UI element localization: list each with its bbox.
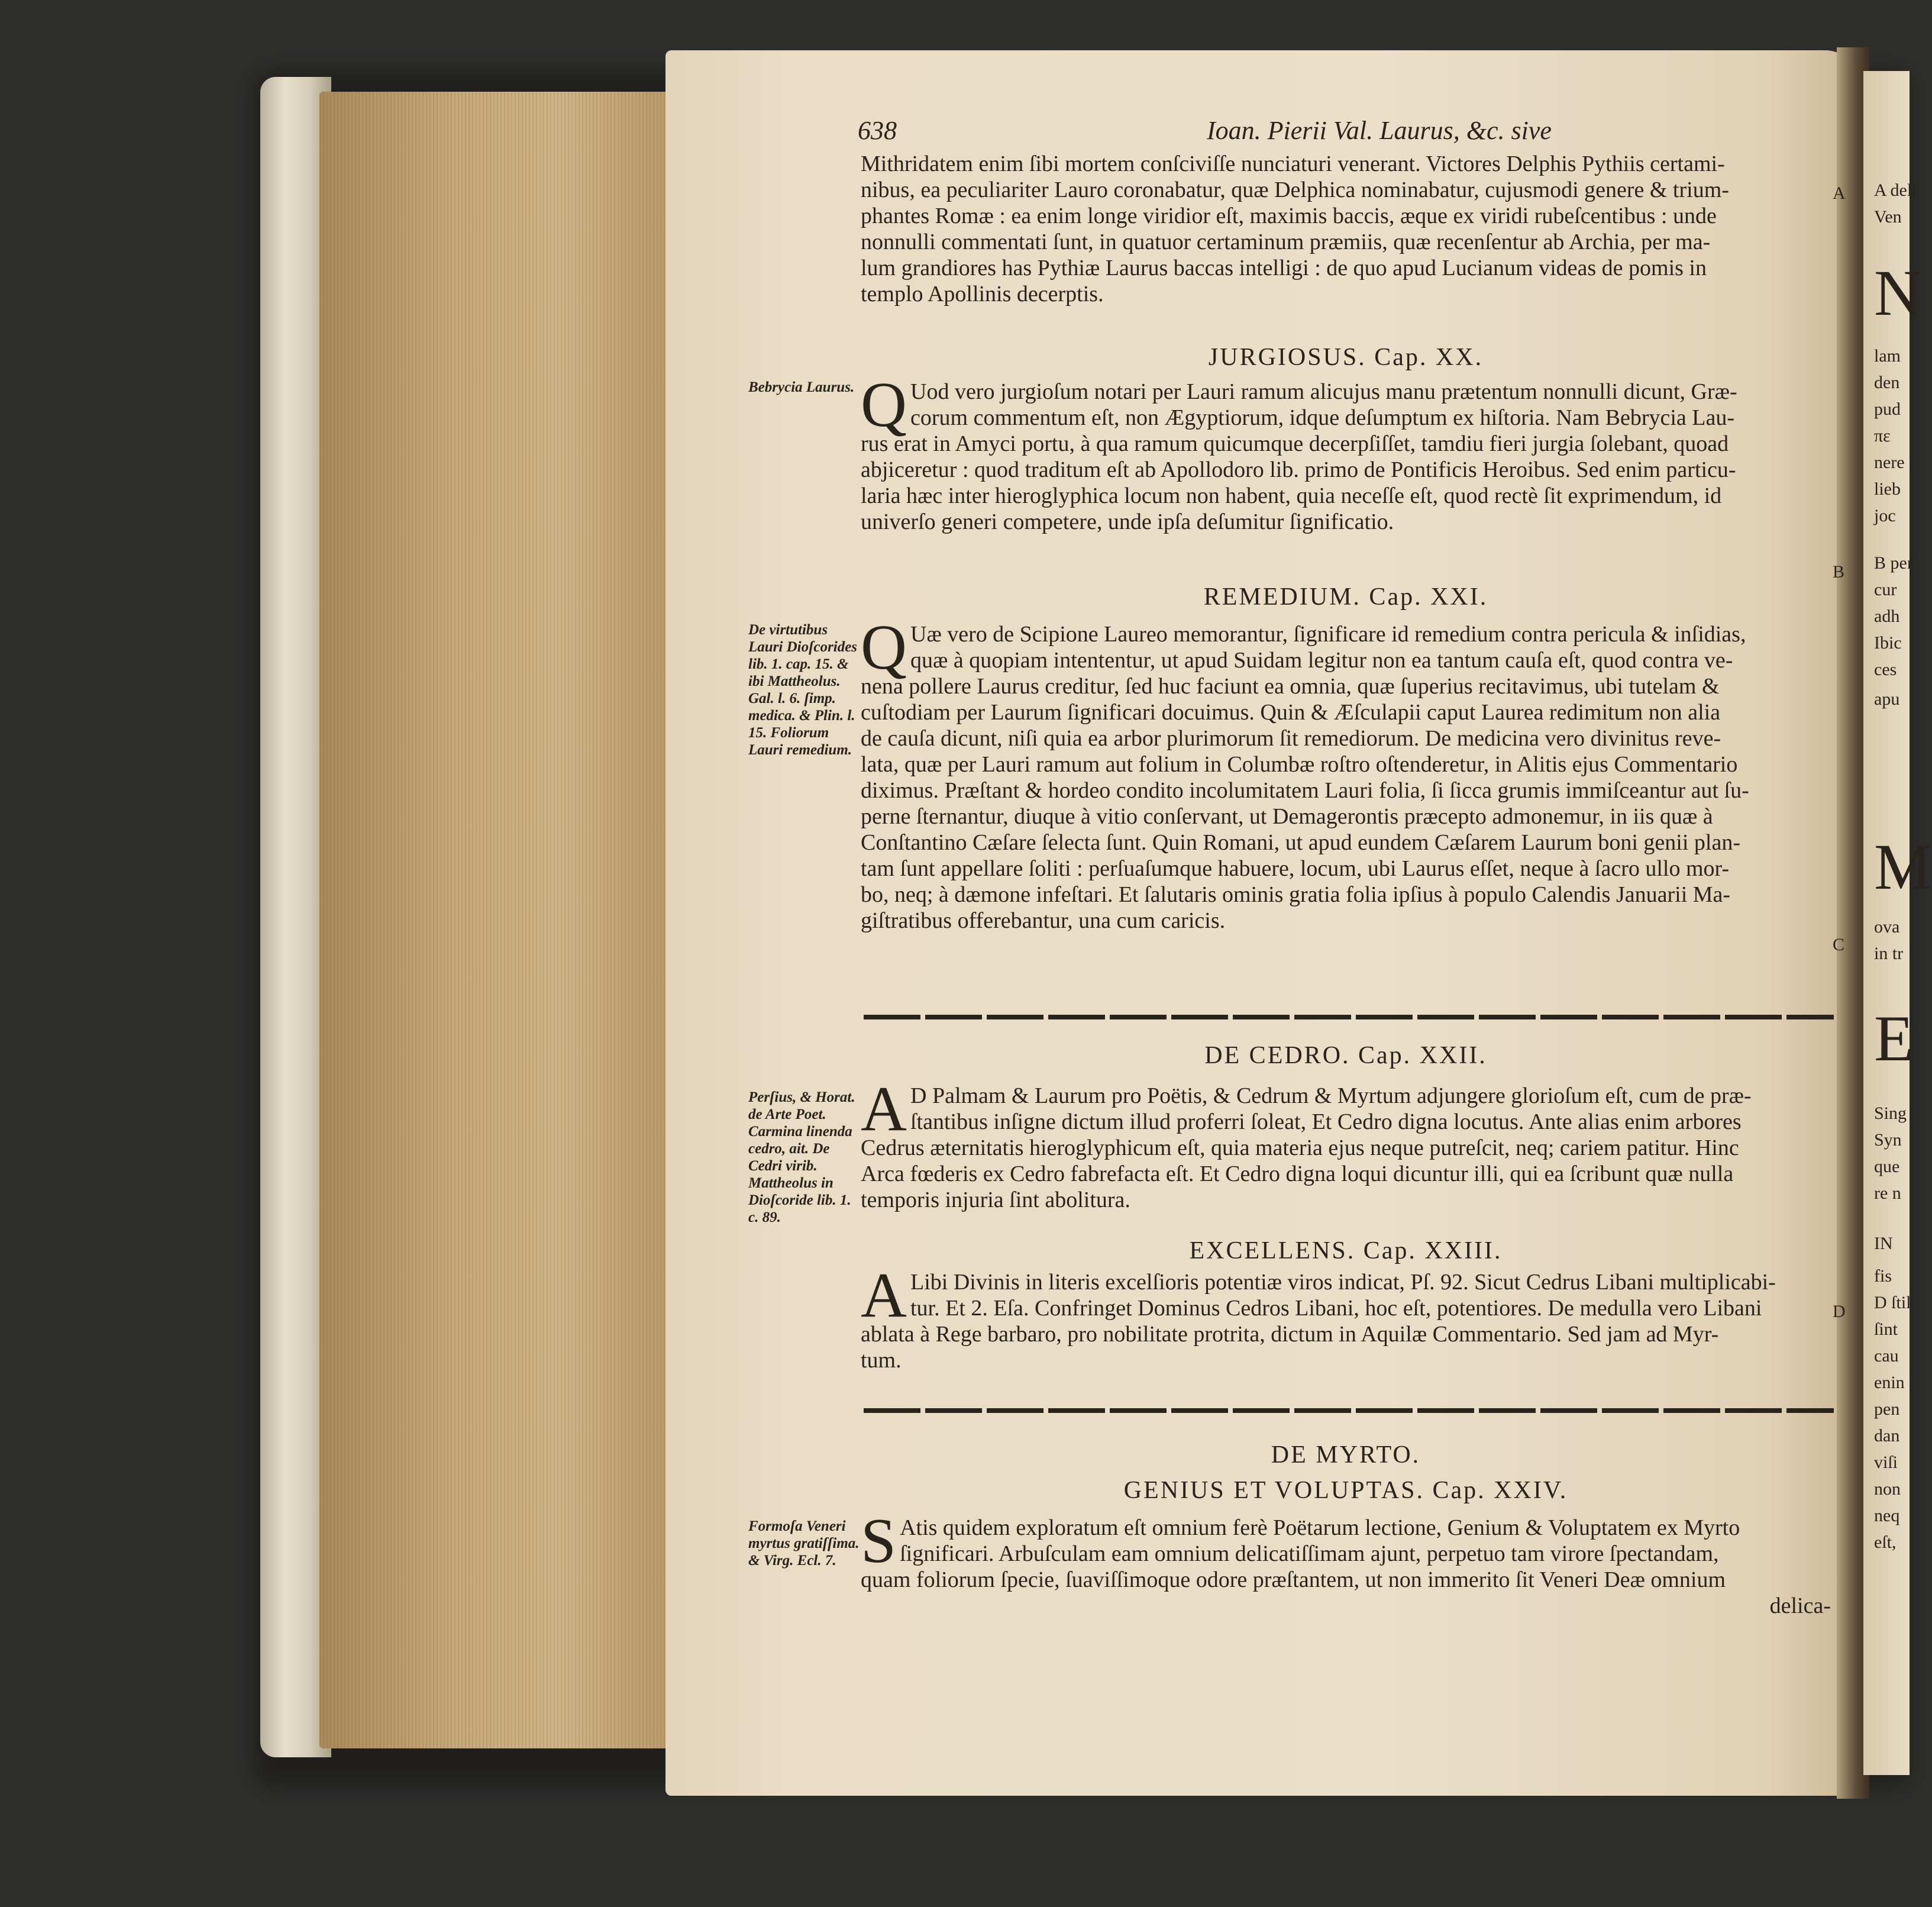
margin-note: Formoſa Veneri myrtus gratiſſima. & Virg. Ecl. 7. xyxy=(748,1518,860,1569)
page-number: 638 xyxy=(858,116,897,145)
right-page-fragment: fis xyxy=(1874,1266,1892,1286)
section-letter: D xyxy=(1833,1302,1846,1321)
right-page-fragment: cau xyxy=(1874,1346,1899,1366)
text-line: nonnulli commentati ſunt, in quatuor certaminum præmiis, quæ recenſentur ab Archia, per ma- xyxy=(861,230,1711,254)
right-page-fragment: B per xyxy=(1874,553,1913,573)
right-page-fragment: den xyxy=(1874,373,1900,392)
right-page-fragment: non xyxy=(1874,1479,1901,1499)
text-line: ſtantibus inſigne dictum illud proferri ſoleat, Et Cedro digna locutus. Ante alias enim arbores xyxy=(910,1109,1742,1134)
right-page-fragment: ces xyxy=(1874,660,1897,679)
right-page-fragment: eſt, xyxy=(1874,1532,1897,1552)
text-line: D Palmam & Laurum pro Poëtis, & Cedrum & Myrtum adjungere glorioſum eſt, cum de præ- xyxy=(910,1083,1752,1108)
text-line: tam ſunt appellare ſoliti : perſuaſumque habuere, locum, ubi Laurus eſſet, neque à ſacro ullo mor- xyxy=(861,856,1730,881)
chapter-heading: REMEDIUM. Cap. XXI. xyxy=(1203,583,1488,611)
right-page-fragment: in tr xyxy=(1874,944,1904,963)
right-page-fragment: πε xyxy=(1874,426,1891,446)
chapter-paragraph xyxy=(861,1260,1831,1373)
chapter-heading: DE CEDRO. Cap. XXII. xyxy=(1204,1042,1487,1069)
text-line: Mithridatem enim ſibi mortem conſciviſſe nunciaturi venerant. Victores Delphis Pythiis certami- xyxy=(861,151,1725,176)
drop-initial: A xyxy=(861,1260,907,1331)
text-line: abjiceretur : quod traditum eſt ab Apollodoro lib. primo de Pontificis Heroibus. Sed enim particu- xyxy=(861,457,1736,482)
drop-initial: Q xyxy=(861,370,907,440)
intro-paragraph xyxy=(861,151,1831,307)
running-head: Ioan. Pierii Val. Laurus, &c. sive xyxy=(1207,116,1552,145)
chapter-heading: JURGIOSUS. Cap. XX. xyxy=(1208,344,1484,371)
right-page-fragment: D ſtil xyxy=(1874,1293,1911,1312)
right-page-fragment: nere xyxy=(1874,453,1905,472)
chapter-paragraph xyxy=(861,1074,1831,1213)
text-line: univerſo generi competere, unde ipſa deſumitur ſignificatio. xyxy=(861,509,1394,534)
right-page-fragment: M xyxy=(1874,831,1932,903)
right-page-fragment: pud xyxy=(1874,399,1901,419)
right-page-fragment: apu xyxy=(1874,689,1900,709)
text-line: Uæ vero de Scipione Laureo memorantur, ſignificare id remedium contra pericula & inſidias, xyxy=(910,622,1746,647)
section-letter: B xyxy=(1833,562,1845,582)
right-page-fragment: que xyxy=(1874,1157,1900,1176)
drop-initial: Q xyxy=(861,612,907,683)
text-line: corum commentum eſt, non Ægyptiorum, idque deſumptum ex hiſtoria. Nam Bebrycia Lau- xyxy=(910,405,1735,430)
text-line: temporis injuria ſint abolitura. xyxy=(861,1188,1130,1212)
right-page-fragment: E xyxy=(1874,1002,1914,1074)
chapter-paragraph xyxy=(861,1506,1831,1619)
text-line: ablata à Rege barbaro, pro nobilitate protrita, dictum in Aquilæ Commentario. Sed jam ad Myr- xyxy=(861,1322,1719,1347)
text-line: templo Apollinis decerptis. xyxy=(861,282,1104,306)
section-letter: C xyxy=(1833,935,1845,954)
right-page-fragment: Ven xyxy=(1874,207,1902,227)
text-line: Cedrus æternitatis hieroglyphicum eſt, quia materia ejus neque putreſcit, neq; cariem patitur. Hinc xyxy=(861,1135,1739,1160)
right-page-fragment: N xyxy=(1874,257,1921,329)
right-page-fragment: re n xyxy=(1874,1183,1901,1203)
drop-initial: A xyxy=(861,1074,907,1144)
right-page-fragment: neq xyxy=(1874,1506,1900,1525)
text-line: delica- xyxy=(1769,1593,1831,1618)
text-line: Conſtantino Cæſare ſelecta ſunt. Quin Romani, ut apud eundem Cæſarem Laurum boni genii plan- xyxy=(861,830,1740,855)
text-line: cuſtodiam per Laurum ſignificari docuimus. Quin & Æſculapii caput Laurea redimitum non alia xyxy=(861,700,1721,725)
margin-note: Bebrycia Laurus. xyxy=(748,379,855,395)
right-page-fragment: cur xyxy=(1874,580,1897,599)
margin-note: De virtutibus Lauri Dioſcorides lib. 1. cap. 15. & ibi Mattheolus. Gal. l. 6. ſimp. medica. & Plin. l. 15. Foliorum Lauri remedium. xyxy=(748,622,858,758)
chapter-paragraph xyxy=(861,612,1831,934)
text-line: perne ſternantur, diuque à vitio conſervant, ut Demagerontis præcepto admonemur, in iis quæ à xyxy=(861,804,1713,829)
right-page-fragment: pen xyxy=(1874,1399,1900,1419)
text-line: tum. xyxy=(861,1348,902,1373)
text-line: Atis quidem exploratum eſt omnium ferè Poëtarum lectione, Genium & Voluptatem ex Myrto xyxy=(900,1515,1740,1540)
text-line: nena pollere Laurus creditur, ſed huc faciunt ea omnia, quæ ſuperius recitavimus, ubi tutelam & xyxy=(861,674,1720,699)
right-page-fragment: A deli xyxy=(1874,180,1917,200)
right-page-fragment: Sing xyxy=(1874,1103,1907,1123)
right-page-fragment: Syn xyxy=(1874,1130,1902,1150)
right-page-fragment: joc xyxy=(1874,506,1896,525)
text-line: lata, quæ per Lauri ramum aut folium in Columbæ roſtro oſtenderetur, in Alitis ejus Commentario xyxy=(861,752,1738,777)
text-line: bo, neq; à dæmone infeſtari. Et ſalutaris ominis gratia folia ipſius à populo Calendis Januarii Ma- xyxy=(861,882,1731,907)
text-line: Libi Divinis in literis excelſioris potentiæ viros indicat, Pſ. 92. Sicut Cedrus Libani multiplicabi- xyxy=(910,1270,1776,1295)
drop-initial: S xyxy=(861,1506,897,1576)
right-page-fragment: viſi xyxy=(1874,1453,1898,1472)
right-page-fragment: Ibic xyxy=(1874,633,1902,653)
chapter-subheading: GENIUS ET VOLUPTAS. Cap. XXIV. xyxy=(1123,1477,1568,1504)
text-line: rus erat in Amyci portu, à qua ramum quicumque decerpſiſſet, tamdiu fieri jurgia ſolebant, quoad xyxy=(861,431,1729,456)
text-line: quæ à quopiam intententur, ut apud Suidam legitur non ea tantum cauſa eſt, quod contra ve- xyxy=(910,648,1733,673)
text-line: ſignificari. Arbuſculam eam omnium delicatiſſimam ajunt, perpetuo tam virore ſpectandam, xyxy=(900,1541,1719,1566)
text-line: Arca fœderis ex Cedro fabrefacta eſt. Et Cedro digna loqui dicuntur illi, qui ea ſcribunt quæ nulla xyxy=(861,1161,1734,1186)
right-page-fragment: dan xyxy=(1874,1426,1900,1445)
right-page-fragment: adh xyxy=(1874,606,1900,626)
chapter-heading: EXCELLENS. Cap. XXIII. xyxy=(1189,1237,1503,1264)
right-page-fragment: ova xyxy=(1874,917,1900,937)
text-line: Uod vero jurgioſum notari per Lauri ramum alicujus manu prætentum nonnulli dicunt, Græ- xyxy=(910,379,1737,404)
right-page-fragment: enin xyxy=(1874,1373,1905,1392)
right-page-fragment: lam xyxy=(1874,346,1901,366)
text-line: lum grandiores has Pythiæ Laurus baccas intelligi : de quo apud Lucianum videas de pomis in xyxy=(861,256,1707,280)
section-divider xyxy=(864,1015,1834,1019)
text-line: de cauſa dicunt, niſi quia ea arbor plurimorum ſit remediorum. De medicina vero divinitus reve- xyxy=(861,726,1721,751)
text-line: diximus. Præſtant & hordeo condito incolumitatem Lauri folia, ſi ſicca grumis immiſceantur aut ſu- xyxy=(861,778,1749,803)
right-page-fragment: ſint xyxy=(1874,1319,1898,1339)
right-page-fragment: lieb xyxy=(1874,479,1901,499)
text-line: quam foliorum ſpecie, ſuaviſſimoque odore præſtantem, ut non immerito ſit Veneri Deæ omnium xyxy=(861,1567,1726,1592)
text-line: laria hæc inter hieroglyphica locum non habent, quia neceſſe eſt, quod rectè ſit exprimendum, id xyxy=(861,483,1722,508)
section-letter: A xyxy=(1833,183,1846,203)
section-divider xyxy=(864,1408,1834,1413)
text-line: phantes Romæ : ea enim longe viridior eſt, maximis baccis, æque ex viridi rubeſcentibus : unde xyxy=(861,204,1717,228)
text-line: tur. Et 2. Eſa. Confringet Dominus Cedros Libani, hoc eſt, potentiores. De medulla vero Libani xyxy=(910,1296,1762,1321)
right-page-fragment: IN xyxy=(1874,1234,1893,1253)
text-line: nibus, ea peculiariter Lauro coronabatur, quæ Delphica nominabatur, cujusmodi genere & trium- xyxy=(861,178,1729,202)
text-line: giſtratibus offerebantur, una cum caricis. xyxy=(861,908,1226,933)
chapter-heading: DE MYRTO. xyxy=(1271,1441,1421,1469)
page-fore-edge xyxy=(319,92,668,1748)
margin-note: Perſius, & Horat. de Arte Poet. Carmina linenda cedro, ait. De Cedri virib. Mattheolus in Dioſcoride lib. 1. c. 89. xyxy=(748,1089,855,1225)
chapter-paragraph xyxy=(861,370,1831,535)
